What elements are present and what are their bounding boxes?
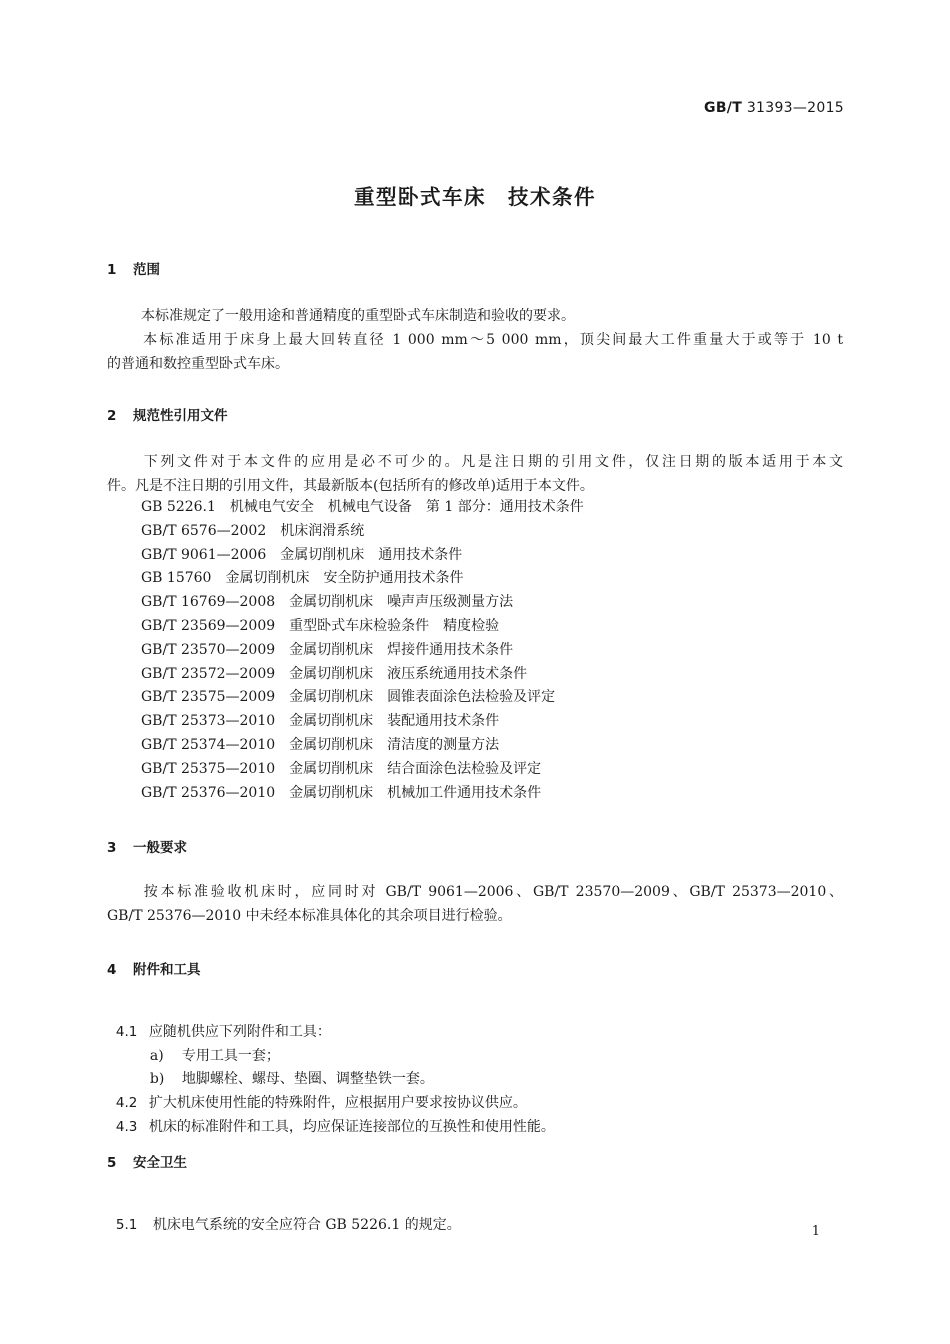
reference-item: GB/T 6576—2002 机床润滑系统 — [141, 522, 365, 539]
scope-paragraph-2-line-2: 的普通和数控重型卧式车床。 — [107, 356, 289, 372]
clause-5-1 — [107, 1198, 461, 1234]
list-text: 地脚螺栓、螺母、垫圈、调整垫铁一套。 — [181, 1071, 434, 1087]
references-intro-line-1: 下列文件对于本文件的应用是必不可少的。凡是注日期的引用文件，仅注日期的版本适用于本文 — [141, 454, 843, 470]
reference-item: GB/T 16769—2008 金属切削机床 噪声声压级测量方法 — [141, 594, 514, 611]
reference-item: GB/T 25376—2010 金属切削机床 机械加工件通用技术条件 — [141, 784, 542, 801]
section-number: 4 — [107, 962, 117, 978]
general-requirements-line-2: GB/T 25376—2010 中未经本标准具体化的其余项目进行检验。 — [107, 908, 512, 924]
section-number: 3 — [107, 840, 117, 856]
scope-paragraph-2-line-1: 本标准适用于床身上最大回转直径 1 000 mm～5 000 mm，顶尖间最大工件重量大于或等于 10 t — [141, 332, 843, 348]
page-number: 1 — [811, 1224, 820, 1239]
clause-text: 机床的标准附件和工具，均应保证连接部位的互换性和使用性能。 — [148, 1119, 555, 1135]
general-requirements-line-1: 按本标准验收机床时，应同时对 GB/T 9061—2006、GB/T 23570—2009、GB/T 25373—2010、 — [141, 884, 843, 900]
section-4-heading — [107, 958, 201, 978]
reference-item: GB/T 23569—2009 重型卧式车床检验条件 精度检验 — [141, 617, 500, 634]
section-3-heading — [107, 836, 187, 856]
section-3-body — [107, 880, 843, 928]
clause-text: 应随机供应下列附件和工具： — [148, 1024, 331, 1040]
reference-item: GB/T 23570—2009 金属切削机床 焊接件通用技术条件 — [141, 641, 514, 658]
reference-item: GB 5226.1 机械电气安全 机械电气设备 第 1 部分：通用技术条件 — [141, 499, 584, 515]
reference-item: GB/T 25373—2010 金属切削机床 装配通用技术条件 — [141, 713, 500, 730]
reference-item: GB/T 23575—2009 金属切削机床 圆锥表面涂色法检验及评定 — [141, 689, 556, 706]
section-1-body — [107, 304, 843, 376]
section-1-heading — [107, 258, 160, 278]
list-label: a) — [149, 1048, 164, 1064]
section-title: 范围 — [133, 262, 160, 278]
clause-number: 4.3 — [115, 1119, 138, 1135]
section-5-heading — [107, 1151, 187, 1171]
clause-number: 4.1 — [115, 1024, 138, 1040]
list-text: 专用工具一套； — [181, 1048, 280, 1064]
section-title: 附件和工具 — [133, 962, 201, 978]
standard-code: 31393—2015 — [746, 100, 844, 116]
list-label: b) — [149, 1071, 165, 1087]
clause-number: 4.2 — [115, 1095, 138, 1111]
section-2-heading — [107, 404, 228, 424]
reference-list — [141, 496, 584, 805]
section-number: 1 — [107, 262, 117, 278]
section-title: 一般要求 — [133, 840, 187, 856]
reference-item: GB/T 25375—2010 金属切削机床 结合面涂色法检验及评定 — [141, 760, 542, 777]
standard-prefix: GB/T — [704, 100, 743, 116]
reference-item: GB 15760 金属切削机床 安全防护通用技术条件 — [141, 570, 464, 587]
reference-item: GB/T 25374—2010 金属切削机床 清洁度的测量方法 — [141, 736, 500, 753]
section-number: 5 — [107, 1155, 117, 1171]
clause-4-3 — [107, 1100, 555, 1136]
clause-text: 扩大机床使用性能的特殊附件，应根据用户要求按协议供应。 — [148, 1095, 527, 1111]
standard-number — [704, 100, 844, 116]
document-title: 重型卧式车床 技术条件 — [354, 185, 596, 209]
section-title: 规范性引用文件 — [133, 408, 228, 424]
references-intro-line-2: 件。凡是不注日期的引用文件，其最新版本(包括所有的修改单)适用于本文件。 — [107, 478, 594, 494]
reference-item: GB/T 9061—2006 金属切削机床 通用技术条件 — [141, 546, 463, 563]
clause-text: 机床电气系统的安全应符合 GB 5226.1 的规定。 — [152, 1217, 461, 1233]
scope-paragraph-1: 本标准规定了一般用途和普通精度的重型卧式车床制造和验收的要求。 — [141, 308, 575, 324]
section-2-intro — [107, 450, 843, 498]
reference-item: GB/T 23572—2009 金属切削机床 液压系统通用技术条件 — [141, 665, 528, 682]
clause-number: 5.1 — [115, 1217, 138, 1233]
section-title: 安全卫生 — [133, 1155, 187, 1171]
section-number: 2 — [107, 408, 117, 424]
